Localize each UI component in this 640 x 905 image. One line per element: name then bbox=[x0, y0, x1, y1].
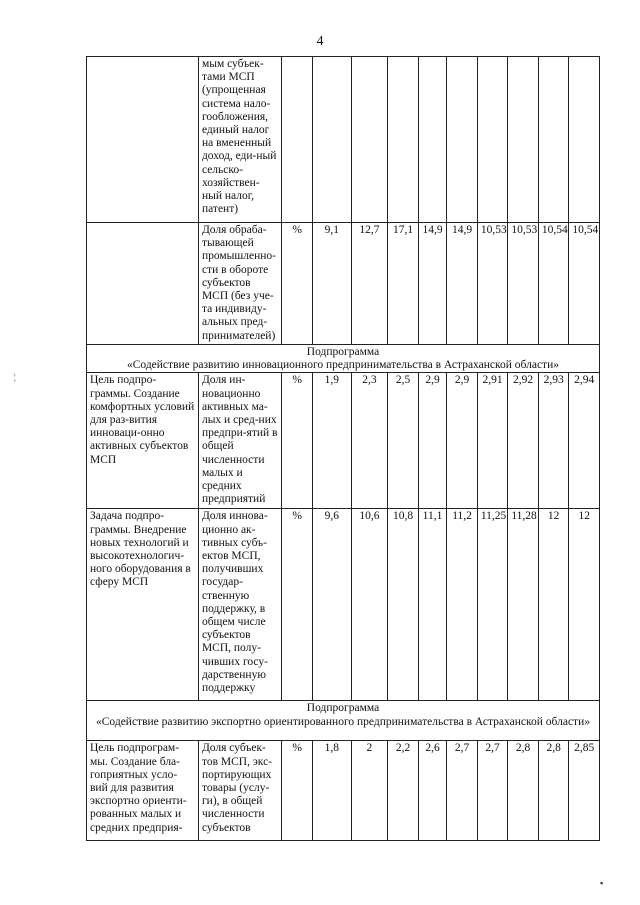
subprogram-title: «Содействие развитию экспортно ориентированного предпринимательства в Астраханской области» bbox=[96, 715, 590, 728]
table-row bbox=[87, 509, 600, 701]
value-cell: 2,91 bbox=[477, 373, 508, 509]
indicator-cell: Доля субъек-тов МСП, экс-портирующих товары (услу-ги), в общей численности субъектов bbox=[198, 741, 281, 841]
value-cell: 1,9 bbox=[312, 373, 351, 509]
value-cell: 2,9 bbox=[418, 373, 447, 509]
subprogram-innovation-header bbox=[87, 345, 600, 373]
value-cell bbox=[388, 57, 419, 223]
indicator-cell: мым субъек-тами МСП (упрощенная система нало-гообложения, единый налог на вмененный доход, еди-ный сельско-хозяйствен-ный налог, патент) bbox=[198, 57, 281, 223]
page-number: 4 bbox=[316, 34, 324, 49]
value-cell: 12,7 bbox=[351, 223, 388, 345]
value-cell bbox=[418, 57, 447, 223]
value-cell bbox=[312, 57, 351, 223]
scan-mark: ▪ bbox=[600, 878, 604, 888]
value-cell: 10,8 bbox=[388, 509, 419, 701]
value-cell: 2,92 bbox=[508, 373, 539, 509]
value-cell: 12 bbox=[538, 509, 569, 701]
indicators-table bbox=[86, 56, 600, 841]
subprogram-label: Подпрограмма bbox=[306, 346, 380, 358]
value-cell: 10,54 bbox=[569, 223, 600, 345]
value-cell: 14,9 bbox=[447, 223, 478, 345]
value-cell: 12 bbox=[569, 509, 600, 701]
value-cell: 2,5 bbox=[388, 373, 419, 509]
unit-cell: % bbox=[282, 373, 313, 509]
table-row bbox=[87, 57, 600, 223]
value-cell: 10,53 bbox=[508, 223, 539, 345]
value-cell: 17,1 bbox=[388, 223, 419, 345]
value-cell: 2,7 bbox=[477, 741, 508, 841]
unit-cell: % bbox=[282, 741, 313, 841]
table-row bbox=[87, 741, 600, 841]
unit-cell: % bbox=[282, 509, 313, 701]
value-cell: 2,85 bbox=[569, 741, 600, 841]
value-cell: 2,8 bbox=[538, 741, 569, 841]
indicator-cell: Доля иннова-ционно ак-тивных субъ-ектов МСП, получивших государ-ственную поддержку, в общем числе субъектов МСП, полу-чивших госу-дарственную поддержку bbox=[198, 509, 281, 701]
indicator-cell: Доля обраба-тывающей промышленно-сти в обороте субъектов МСП (без уче-та индивиду-альных пред-принимателей) bbox=[198, 223, 281, 345]
table-row bbox=[87, 373, 600, 509]
goal-cell bbox=[87, 223, 199, 345]
goal-cell: Задача подпро-граммы. Внедрение новых технологий и высокотехнологич-ного оборудования в сферу МСП bbox=[87, 509, 199, 701]
goal-cell bbox=[87, 57, 199, 223]
value-cell: 11,25 bbox=[477, 509, 508, 701]
value-cell bbox=[447, 57, 478, 223]
table-row bbox=[87, 223, 600, 345]
value-cell: 10,53 bbox=[477, 223, 508, 345]
value-cell: 10,6 bbox=[351, 509, 388, 701]
subprogram-header-row bbox=[87, 701, 600, 741]
value-cell: 2 bbox=[351, 741, 388, 841]
value-cell bbox=[569, 57, 600, 223]
value-cell: 1,8 bbox=[312, 741, 351, 841]
goal-cell: Цель подпро-граммы. Создание комфортных условий для раз-вития инноваци-онно активных субъектов МСП bbox=[87, 373, 199, 509]
value-cell: 2,9 bbox=[447, 373, 478, 509]
value-cell: 9,1 bbox=[312, 223, 351, 345]
value-cell bbox=[538, 57, 569, 223]
scan-mark: ¦ bbox=[14, 372, 16, 382]
value-cell bbox=[351, 57, 388, 223]
value-cell: 2,6 bbox=[418, 741, 447, 841]
value-cell: 9,6 bbox=[312, 509, 351, 701]
subprogram-title: «Содействие развитию инновационного предпринимательства в Астраханской области» bbox=[126, 359, 559, 372]
value-cell: 11,2 bbox=[447, 509, 478, 701]
unit-cell bbox=[282, 57, 313, 223]
unit-cell: % bbox=[282, 223, 313, 345]
subprogram-header-row bbox=[87, 345, 600, 373]
value-cell: 2,7 bbox=[447, 741, 478, 841]
value-cell: 11,1 bbox=[418, 509, 447, 701]
value-cell: 11,28 bbox=[508, 509, 539, 701]
value-cell: 14,9 bbox=[418, 223, 447, 345]
value-cell bbox=[508, 57, 539, 223]
subprogram-export-header bbox=[87, 701, 600, 741]
value-cell: 2,8 bbox=[508, 741, 539, 841]
value-cell bbox=[477, 57, 508, 223]
value-cell: 2,94 bbox=[569, 373, 600, 509]
value-cell: 2,93 bbox=[538, 373, 569, 509]
value-cell: 10,54 bbox=[538, 223, 569, 345]
value-cell: 2,2 bbox=[388, 741, 419, 841]
goal-cell: Цель подпрограм-мы. Создание бла-гоприятных усло-вий для развития экспортно ориенти-рованных малых и средних предприя- bbox=[87, 741, 199, 841]
indicator-cell: Доля ин-новационно активных ма-лых и сред-них предпри-ятий в общей численности малых и средних предприятий bbox=[198, 373, 281, 509]
subprogram-label: Подпрограмма bbox=[306, 702, 380, 715]
value-cell: 2,3 bbox=[351, 373, 388, 509]
